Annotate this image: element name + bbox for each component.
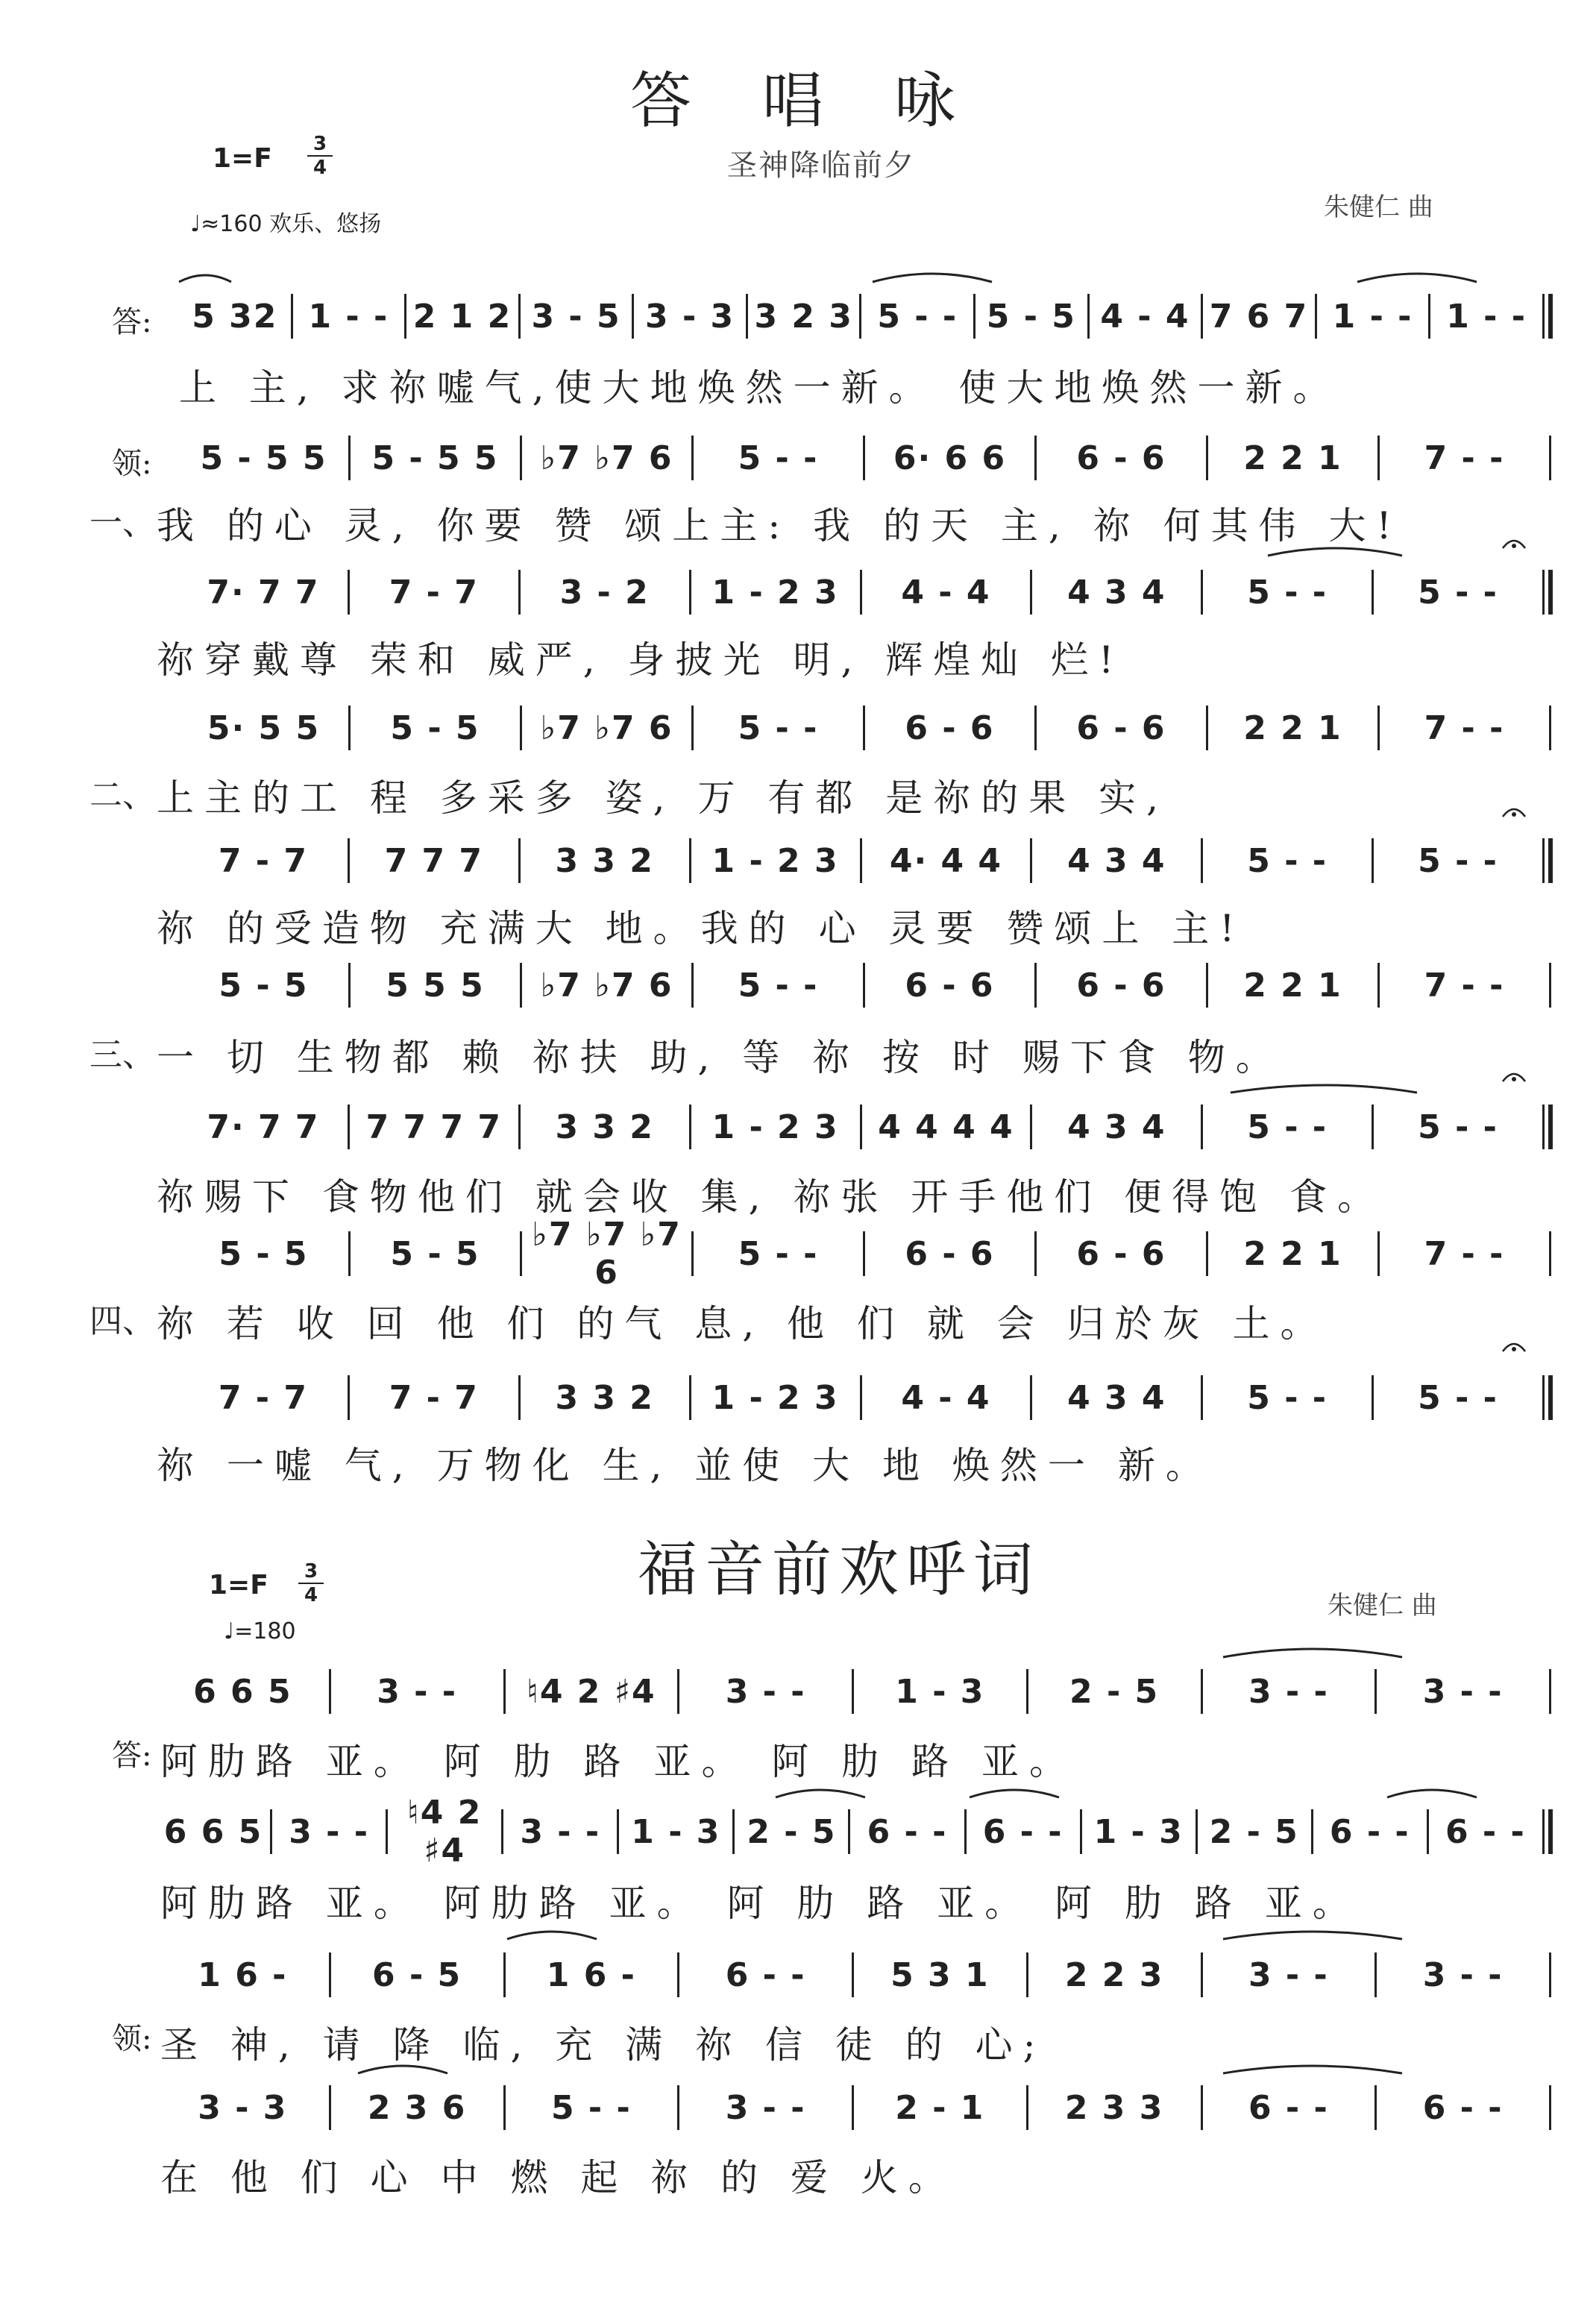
song1-response-label: 答: bbox=[112, 305, 152, 339]
slur-arc bbox=[1387, 1790, 1477, 1797]
measure: 4 - 4 bbox=[901, 573, 991, 612]
song2-lead-label: 领: bbox=[112, 2022, 152, 2056]
fermata-dot bbox=[1512, 544, 1516, 548]
slur-arc bbox=[776, 1790, 865, 1797]
measure: 5 - - bbox=[738, 966, 819, 1005]
slur-arc bbox=[1268, 548, 1402, 556]
measure: 7 - 7 bbox=[389, 1378, 479, 1417]
measure: 2 2 1 bbox=[1243, 439, 1342, 477]
measure: 3 - - bbox=[1248, 1672, 1329, 1711]
measure: 1 6 - bbox=[198, 1955, 288, 1994]
slur-arc bbox=[1223, 1932, 1402, 1939]
measure: 2 2 1 bbox=[1243, 966, 1342, 1005]
measure: 5 - - bbox=[738, 1234, 819, 1273]
verse4-lyric-line1: 祢 若 收 回 他 们 的气 息, 他 们 就 会 归於灰 土。 bbox=[157, 1302, 1328, 1345]
verse1-number: 一、 bbox=[89, 504, 155, 542]
measure: 2 - 5 bbox=[747, 1812, 837, 1851]
song1-subtitle: 圣神降临前夕 bbox=[727, 148, 915, 183]
measure: 1 - 3 bbox=[631, 1812, 721, 1851]
measure: 1 - 2 3 bbox=[711, 1378, 839, 1417]
measure: 6 - - bbox=[867, 1812, 948, 1851]
measure: 4 3 4 bbox=[1067, 841, 1166, 880]
measure: 7· 7 7 bbox=[207, 573, 320, 612]
song2-time-top: 3 bbox=[304, 1560, 318, 1583]
measure: 6 6 5 bbox=[193, 1672, 292, 1711]
measure: 1 - 2 3 bbox=[711, 841, 839, 880]
measure: 3 3 2 bbox=[555, 841, 654, 880]
measure: 7· 7 7 bbox=[207, 1108, 320, 1146]
song2-verse-lyric1: 圣 神, 请 降 临, 充 满 祢 信 徒 的 心; bbox=[160, 2023, 1046, 2067]
measure: 5 - - bbox=[1247, 573, 1328, 612]
verse4-lyric-line2: 祢 一嘘 气, 万物化 生, 並使 大 地 焕然一 新。 bbox=[157, 1444, 1213, 1487]
slur-arc bbox=[1231, 1085, 1417, 1093]
measure: 6 - 5 bbox=[372, 1955, 462, 1994]
measure: 2 3 6 bbox=[367, 2088, 467, 2127]
verse2-number: 二、 bbox=[89, 776, 155, 814]
slur-arc bbox=[358, 2066, 447, 2073]
measure: 5 - - bbox=[1418, 841, 1498, 880]
measure: 3 - 3 bbox=[198, 2088, 288, 2127]
measure: 5 - 5 5 bbox=[371, 439, 499, 477]
measure: 5 - 5 bbox=[390, 1234, 480, 1273]
measure: 7 - - bbox=[1424, 1234, 1505, 1273]
measure: 2 1 2 bbox=[412, 297, 512, 336]
measure: 3 - - bbox=[289, 1812, 369, 1851]
measure: 1 - - bbox=[1332, 297, 1413, 336]
measure: 5 - - bbox=[550, 2088, 632, 2127]
song2-title: 福音前欢呼词 bbox=[638, 1535, 1040, 1604]
measure: 4 - 4 bbox=[1100, 297, 1190, 336]
measure: 3 2 3 bbox=[754, 297, 853, 336]
measure: 6 - - bbox=[1329, 1812, 1410, 1851]
measure: 2 2 1 bbox=[1243, 709, 1342, 747]
slur-arc bbox=[507, 1932, 597, 1939]
measure: 7 - - bbox=[1424, 966, 1505, 1005]
measure: 6 - - bbox=[1422, 2088, 1504, 2127]
measure: 4 - 4 bbox=[901, 1378, 991, 1417]
measure: 5 - 5 bbox=[219, 966, 309, 1005]
measure: 2 - 5 bbox=[1209, 1812, 1299, 1851]
measure: 3 - - bbox=[725, 2088, 806, 2127]
verse2-lyric-line2: 祢 的受造物 充满大 地。我的 心 灵要 赞颂上 主! bbox=[157, 907, 1245, 950]
song1-composer: 朱健仁 曲 bbox=[1324, 192, 1433, 222]
song2-verse-lyric2: 在 他 们 心 中 燃 起 祢 的 爱 火。 bbox=[160, 2156, 956, 2199]
measure: 3 - 3 bbox=[645, 297, 735, 336]
measure: 3 3 2 bbox=[555, 1378, 654, 1417]
verse3-lyric-line2: 祢赐下 食物他们 就会收 集, 祢张 开手他们 便得饱 食。 bbox=[157, 1175, 1386, 1219]
song2-time-bottom: 4 bbox=[298, 1583, 324, 1606]
song1-time-top: 3 bbox=[312, 133, 327, 155]
measure: 1 6 - bbox=[546, 1955, 636, 1994]
song2-composer: 朱健仁 曲 bbox=[1328, 1591, 1437, 1621]
measure: 4 3 4 bbox=[1067, 573, 1166, 612]
measure: 1 - 2 3 bbox=[711, 573, 839, 612]
measure: 1 - - bbox=[308, 297, 389, 336]
measure: 5 5 5 bbox=[386, 966, 485, 1005]
measure: 5 - 5 5 bbox=[200, 439, 327, 477]
measure: 6 - - bbox=[982, 1812, 1064, 1851]
measure: 5· 5 5 bbox=[207, 709, 321, 747]
measure: 6 - 6 bbox=[905, 709, 995, 747]
measure: 5 - - bbox=[877, 297, 958, 336]
fermata-dot bbox=[1512, 1347, 1516, 1351]
measure: 5 - - bbox=[738, 439, 819, 477]
measure: 3 - - bbox=[1422, 1672, 1504, 1711]
measure: 6 - - bbox=[725, 1955, 806, 1994]
verse1-lyric-line2: 祢穿戴尊 荣和 威严, 身披光 明, 辉煌灿 烂! bbox=[157, 638, 1125, 682]
measure: 6 - - bbox=[1445, 1812, 1526, 1851]
measure: 6· 6 6 bbox=[893, 439, 1007, 477]
measure: 5 - 5 bbox=[986, 297, 1076, 336]
measure: 5 3 1 bbox=[890, 1955, 990, 1994]
measure: ♭7 ♭7 6 bbox=[540, 966, 673, 1005]
verse3-lyric-line1: 一 切 生物都 赖 祢扶 助, 等 祢 按 时 赐下食 物。 bbox=[157, 1036, 1284, 1079]
measure: 5 - - bbox=[1418, 573, 1498, 612]
measure: 3 3 2 bbox=[555, 1108, 654, 1146]
measure: 1 - 3 bbox=[1093, 1812, 1184, 1851]
measure: 2 - 5 bbox=[1069, 1672, 1160, 1711]
measure: 3 - 2 bbox=[559, 573, 650, 612]
slur-arc bbox=[873, 274, 992, 282]
measure: 6 6 5 bbox=[163, 1812, 263, 1851]
measure: 3 - - bbox=[725, 1672, 806, 1711]
verse1-lyric-line1: 我 的心 灵, 你要 赞 颂上主: 我 的天 主, 祢 何其伟 大! bbox=[157, 504, 1402, 547]
measure: 3 - 5 bbox=[531, 297, 621, 336]
measure: 5 32 bbox=[192, 297, 278, 336]
song1-lead-label: 领: bbox=[112, 447, 152, 481]
measure: 5 - - bbox=[1418, 1108, 1498, 1146]
measure: 2 - 1 bbox=[895, 2088, 985, 2127]
measure: 3 - - bbox=[377, 1672, 458, 1711]
measure: 5 - - bbox=[1247, 1108, 1328, 1146]
verse4-number: 四、 bbox=[89, 1302, 155, 1340]
measure: 7 - 7 bbox=[389, 573, 479, 612]
measure: 4 4 4 4 bbox=[878, 1108, 1014, 1146]
song2-response-label: 答: bbox=[112, 1738, 152, 1773]
measure: 6 - - bbox=[1248, 2088, 1329, 2127]
measure: 6 - 6 bbox=[1076, 709, 1166, 747]
song2-key: 1=F bbox=[209, 1570, 268, 1600]
measure: 6 - 6 bbox=[1076, 966, 1166, 1005]
measure: 1 - - bbox=[1446, 297, 1527, 336]
measure: 1 - 2 3 bbox=[711, 1108, 839, 1146]
measure: 6 - 6 bbox=[905, 1234, 995, 1273]
measure: 5 - - bbox=[738, 709, 819, 747]
song1-time-bottom: 4 bbox=[307, 155, 333, 179]
measure: 3 - - bbox=[1248, 1955, 1329, 1994]
measure: 4 3 4 bbox=[1067, 1108, 1166, 1146]
measure: 5 - 5 bbox=[219, 1234, 309, 1273]
slur-arc bbox=[1223, 2066, 1402, 2073]
song1-tempo: ♩≈160 欢乐、悠扬 bbox=[190, 211, 382, 237]
measure: 6 - 6 bbox=[905, 966, 995, 1005]
measure: ♭7 ♭7 ♭7 6 bbox=[532, 1216, 682, 1292]
slur-arc bbox=[1223, 1649, 1402, 1657]
measure: 7 7 7 7 bbox=[365, 1108, 503, 1146]
verse2-lyric-line1: 上主的工 程 多采多 姿, 万 有都 是祢的果 实, bbox=[157, 776, 1169, 820]
measure: 4· 4 4 bbox=[889, 841, 1003, 880]
measure: 5 - - bbox=[1247, 1378, 1328, 1417]
measure: ♮4 2 ♯4 bbox=[407, 1794, 483, 1870]
measure: 6 - 6 bbox=[1076, 1234, 1166, 1273]
verse3-number: 三、 bbox=[89, 1036, 155, 1074]
slur-arc bbox=[970, 1790, 1059, 1797]
measure: ♭7 ♭7 6 bbox=[540, 439, 673, 477]
measure: 5 - 5 bbox=[390, 709, 480, 747]
song1-key: 1=F bbox=[213, 143, 272, 174]
measure: ♮4 2 ♯4 bbox=[527, 1672, 656, 1711]
measure: 3 - - bbox=[1422, 1955, 1504, 1994]
measure: 7 6 7 bbox=[1209, 297, 1309, 336]
measure: 1 - 3 bbox=[895, 1672, 985, 1711]
song1-title: 答唱咏 bbox=[630, 66, 1027, 136]
measure: 2 2 1 bbox=[1243, 1234, 1342, 1273]
measure: 7 - - bbox=[1424, 439, 1505, 477]
song1-response-lyric: 上 主, 求祢嘘气,使大地焕然一新。 使大地焕然一新。 bbox=[179, 366, 1341, 409]
measure: 4 3 4 bbox=[1067, 1378, 1166, 1417]
slur-arc bbox=[1357, 274, 1477, 282]
fermata-dot bbox=[1512, 1077, 1516, 1081]
slur-arc bbox=[179, 275, 231, 282]
fermata-dot bbox=[1512, 812, 1516, 817]
measure: 7 - 7 bbox=[218, 1378, 308, 1417]
measure: 2 3 3 bbox=[1064, 2088, 1164, 2127]
measure: 5 - - bbox=[1247, 841, 1328, 880]
measure: 6 - 6 bbox=[1076, 439, 1166, 477]
song2-response-lyric1: 阿肋路 亚。 阿 肋 路 亚。 阿 肋 路 亚。 bbox=[160, 1740, 1078, 1783]
measure: 2 2 3 bbox=[1064, 1955, 1164, 1994]
song2-response-lyric2: 阿肋路 亚。 阿肋路 亚。 阿 肋 路 亚。 阿 肋 路 亚。 bbox=[160, 1882, 1360, 1925]
measure: 7 - - bbox=[1424, 709, 1505, 747]
song2-tempo: ♩=180 bbox=[224, 1618, 296, 1644]
measure: 5 - - bbox=[1418, 1378, 1498, 1417]
measure: 7 7 7 bbox=[384, 841, 484, 880]
measure: ♭7 ♭7 6 bbox=[540, 709, 673, 747]
measure: 7 - 7 bbox=[218, 841, 308, 880]
measure: 3 - - bbox=[520, 1812, 601, 1851]
